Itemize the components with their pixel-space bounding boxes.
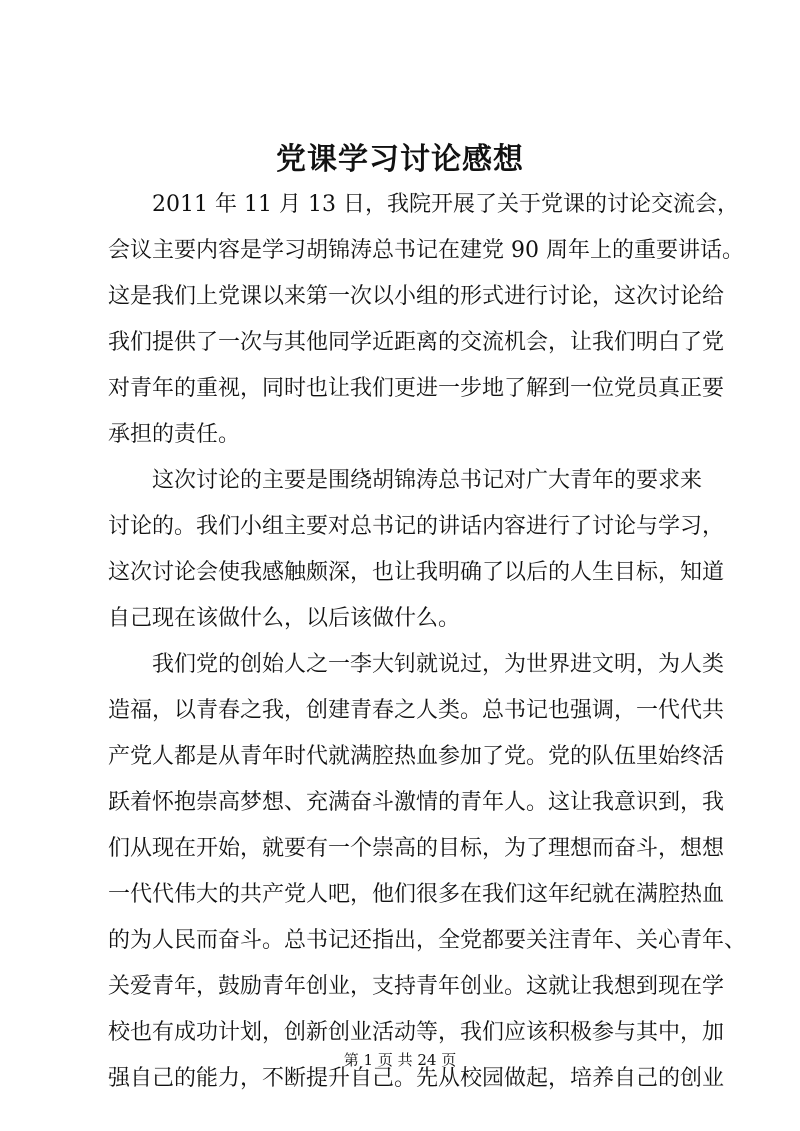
paragraph-3-line-2: 造福，以青春之我，创建青春之人类。总书记也强调，一代代共 [108, 698, 725, 723]
paragraph-1-line-1: 2011 年 11 月 13 日，我院开展了关于党课的讨论交流会， [152, 192, 739, 217]
paragraph-3-line-8: 关爱青年，鼓励青年创业，支持青年创业。这就让我想到现在学 [108, 974, 725, 999]
paragraph-3-line-1: 我们党的创始人之一李大钊就说过，为世界进文明，为人类 [152, 652, 725, 677]
paragraph-1-line-3: 这是我们上党课以来第一次以小组的形式进行讨论，这次讨论给 [108, 284, 725, 309]
paragraph-2-line-4: 自己现在该做什么，以后该做什么。 [108, 606, 461, 631]
paragraph-3-line-5: 们从现在开始，就要有一个崇高的目标，为了理想而奋斗，想想 [108, 836, 725, 861]
paragraph-3-line-10: 强自己的能力，不断提升自己。先从校园做起，培养自己的创业 [108, 1066, 725, 1091]
paragraph-3-line-9: 校也有成功计划，创新创业活动等，我们应该积极参与其中，加 [108, 1020, 725, 1045]
paragraph-3-line-3: 产党人都是从青年时代就满腔热血参加了党。党的队伍里始终活 [108, 744, 725, 769]
paragraph-1-line-4: 我们提供了一次与其他同学近距离的交流机会，让我们明白了党 [108, 330, 725, 355]
document-title: 党课学习讨论感想 [276, 142, 524, 177]
paragraph-2-line-1: 这次讨论的主要是围绕胡锦涛总书记对广大青年的要求来 [152, 468, 703, 493]
paragraph-3-line-7: 的为人民而奋斗。总书记还指出，全党都要关注青年、关心青年、 [108, 928, 747, 953]
paragraph-2-line-3: 这次讨论会使我感触颇深，也让我明确了以后的人生目标，知道 [108, 560, 725, 585]
paragraph-1-line-2: 会议主要内容是学习胡锦涛总书记在建党 90 周年上的重要讲话。 [108, 238, 744, 263]
page-footer: 第 1 页 共 24 页 [343, 1051, 457, 1069]
paragraph-3-line-6: 一代代伟大的共产党人吧，他们很多在我们这年纪就在满腔热血 [108, 882, 725, 907]
paragraph-2-line-2: 讨论的。我们小组主要对总书记的讲话内容进行了讨论与学习， [108, 514, 725, 539]
paragraph-3-line-4: 跃着怀抱崇高梦想、充满奋斗激情的青年人。这让我意识到，我 [108, 790, 725, 815]
document-body [108, 182, 747, 1102]
paragraph-1-line-6: 承担的责任。 [108, 422, 241, 447]
paragraph-1-line-5: 对青年的重视，同时也让我们更进一步地了解到一位党员真正要 [108, 376, 725, 401]
